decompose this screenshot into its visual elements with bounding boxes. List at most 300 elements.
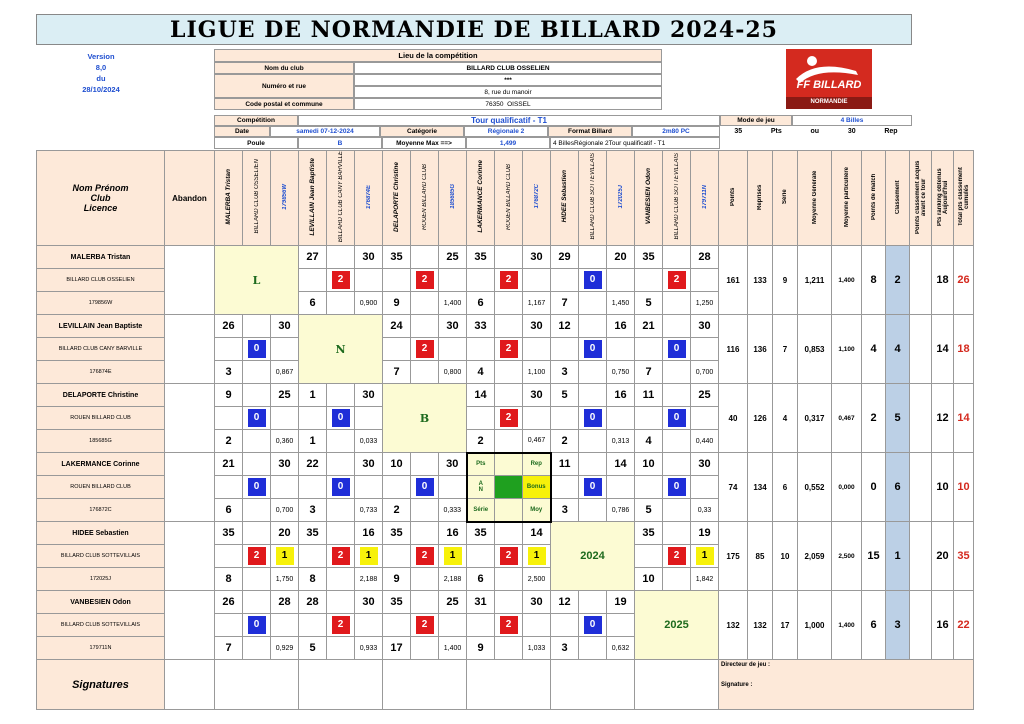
match-blank bbox=[243, 568, 271, 591]
match-bonus-badge: 1 bbox=[276, 547, 294, 565]
match-reprises: 30 bbox=[355, 453, 383, 476]
signature-cell bbox=[635, 660, 719, 710]
match-blank bbox=[495, 568, 523, 591]
stat-header-label: Points de match bbox=[870, 173, 877, 220]
col-player-lic: 179856W bbox=[281, 183, 288, 210]
match-points: 24 bbox=[383, 315, 411, 338]
row-player-lic: 172025J bbox=[37, 568, 165, 591]
pts-value: 35 bbox=[734, 128, 743, 135]
match-points: 21 bbox=[215, 453, 243, 476]
match-blank bbox=[383, 269, 411, 292]
match-moyenne: 0,733 bbox=[355, 499, 383, 522]
match-bonus-cell bbox=[439, 614, 467, 637]
match-blank bbox=[215, 545, 243, 568]
header-stat bbox=[886, 151, 910, 246]
col-player-name: DELAPORTE Christine bbox=[393, 161, 400, 232]
header-col-name bbox=[635, 151, 663, 246]
match-points: 22 bbox=[299, 453, 327, 476]
legend-bonus: Bonus bbox=[523, 476, 551, 499]
match-serie: 3 bbox=[299, 499, 327, 522]
city-name: OISSEL bbox=[507, 100, 531, 108]
match-pts-cell bbox=[495, 338, 523, 361]
match-points: 21 bbox=[635, 315, 663, 338]
version-number: 8,0 bbox=[95, 63, 107, 72]
match-reprises: 30 bbox=[523, 384, 551, 407]
version-label: Version bbox=[87, 52, 115, 61]
stat-ranking: 14 bbox=[932, 315, 954, 384]
col-player-club: ROUEN BILLARD CLUB bbox=[505, 163, 512, 230]
stat-moy-particuliere: 0,467 bbox=[832, 384, 862, 453]
stat-avant bbox=[910, 384, 932, 453]
stat-moy-particuliere: 1,100 bbox=[832, 315, 862, 384]
signature-cell bbox=[299, 660, 383, 710]
match-moyenne: 1,100 bbox=[523, 361, 551, 384]
match-points-badge: 2 bbox=[416, 547, 434, 565]
match-moyenne: 2,500 bbox=[523, 568, 551, 591]
match-points-badge: 2 bbox=[332, 547, 350, 565]
match-points-badge: 2 bbox=[668, 547, 686, 565]
match-moyenne: 1,842 bbox=[691, 568, 719, 591]
match-bonus-badge: 1 bbox=[528, 547, 546, 565]
match-blank bbox=[663, 361, 691, 384]
match-moyenne: 0,929 bbox=[271, 637, 299, 660]
match-points: 35 bbox=[383, 591, 411, 614]
match-pts-cell bbox=[579, 338, 607, 361]
match-blank bbox=[299, 407, 327, 430]
stat-total: 22 bbox=[954, 591, 974, 660]
venue-header: Lieu de la compétition bbox=[214, 49, 662, 62]
stat-total: 14 bbox=[954, 384, 974, 453]
match-blank bbox=[243, 453, 271, 476]
row-player-name: LAKERMANCE Corinne bbox=[37, 453, 165, 476]
header-col-club bbox=[663, 151, 691, 246]
match-points-badge: 2 bbox=[416, 271, 434, 289]
header-stat bbox=[832, 151, 862, 246]
match-blank bbox=[411, 292, 439, 315]
match-moyenne: 0,786 bbox=[607, 499, 635, 522]
match-blank bbox=[551, 476, 579, 499]
match-blank bbox=[579, 384, 607, 407]
match-points: 11 bbox=[635, 384, 663, 407]
match-points-badge: 2 bbox=[332, 616, 350, 634]
col-player-lic: 185685G bbox=[449, 184, 456, 209]
match-blank bbox=[663, 430, 691, 453]
match-blank bbox=[215, 338, 243, 361]
match-points-badge: 0 bbox=[584, 409, 602, 427]
match-pts-cell bbox=[663, 545, 691, 568]
stat-reprises: 136 bbox=[748, 315, 773, 384]
match-blank bbox=[215, 476, 243, 499]
match-pts-cell bbox=[663, 269, 691, 292]
row-player-club: ROUEN BILLARD CLUB bbox=[37, 407, 165, 430]
row-player-lic: 176874E bbox=[37, 361, 165, 384]
header-col-name bbox=[215, 151, 243, 246]
stat-moyenne: 1,000 bbox=[798, 591, 832, 660]
match-blank bbox=[467, 407, 495, 430]
match-blank bbox=[243, 637, 271, 660]
match-blank bbox=[327, 499, 355, 522]
match-serie: 6 bbox=[467, 568, 495, 591]
match-bonus-cell bbox=[691, 545, 719, 568]
stat-moyenne: 0,853 bbox=[798, 315, 832, 384]
stat-points: 40 bbox=[719, 384, 748, 453]
match-blank bbox=[411, 591, 439, 614]
match-points-badge: 0 bbox=[584, 340, 602, 358]
format-label: Format Billard bbox=[548, 126, 632, 137]
col-player-lic: 179711N bbox=[701, 184, 708, 209]
match-serie: 5 bbox=[299, 637, 327, 660]
city-label: Code postal et commune bbox=[214, 98, 354, 110]
match-blank bbox=[663, 315, 691, 338]
match-pts-cell bbox=[327, 476, 355, 499]
stat-moy-particuliere: 1,400 bbox=[832, 591, 862, 660]
match-blank bbox=[495, 361, 523, 384]
row-player-name: MALERBA Tristan bbox=[37, 246, 165, 269]
row-player-club: BILLARD CLUB SOTTEVILLAIS bbox=[37, 545, 165, 568]
match-points-badge: 2 bbox=[668, 271, 686, 289]
legend-serie: Série bbox=[467, 499, 495, 522]
signatures-label: Signatures bbox=[37, 660, 165, 710]
row-player-lic: 179856W bbox=[37, 292, 165, 315]
match-bonus-cell bbox=[355, 407, 383, 430]
match-points: 14 bbox=[467, 384, 495, 407]
match-moyenne: 0,800 bbox=[439, 361, 467, 384]
mode-value: 4 Billes bbox=[792, 115, 912, 126]
match-bonus-cell bbox=[607, 407, 635, 430]
format-value: 2m80 PC bbox=[632, 126, 720, 137]
match-moyenne: 0,900 bbox=[355, 292, 383, 315]
header-col-lic bbox=[691, 151, 719, 246]
header-abandon: Abandon bbox=[165, 151, 215, 246]
stat-points: 175 bbox=[719, 522, 748, 591]
match-pts-cell bbox=[579, 269, 607, 292]
header-col-club bbox=[243, 151, 271, 246]
match-serie: 3 bbox=[551, 361, 579, 384]
stat-header-label: Série bbox=[782, 189, 788, 204]
match-serie: 3 bbox=[551, 637, 579, 660]
legend-pts: Pts bbox=[467, 453, 495, 476]
stat-avant bbox=[910, 591, 932, 660]
header-stat bbox=[719, 151, 748, 246]
header-col-lic bbox=[355, 151, 383, 246]
match-blank bbox=[467, 269, 495, 292]
header-licence: Licence bbox=[83, 203, 118, 214]
row-abandon bbox=[165, 591, 215, 660]
match-bonus-cell bbox=[271, 545, 299, 568]
match-reprises: 30 bbox=[439, 315, 467, 338]
match-blank bbox=[551, 407, 579, 430]
match-blank bbox=[243, 499, 271, 522]
match-blank bbox=[327, 453, 355, 476]
header-col-name bbox=[383, 151, 411, 246]
match-points-badge: 0 bbox=[584, 271, 602, 289]
col-player-club: ROUEN BILLARD CLUB bbox=[421, 163, 428, 230]
match-pts-cell bbox=[327, 545, 355, 568]
match-points-badge: 2 bbox=[416, 616, 434, 634]
stat-avant bbox=[910, 246, 932, 315]
match-serie: 7 bbox=[383, 361, 411, 384]
match-blank bbox=[411, 453, 439, 476]
header-col-lic bbox=[271, 151, 299, 246]
match-pts-cell bbox=[243, 407, 271, 430]
match-bonus-cell bbox=[355, 476, 383, 499]
match-blank bbox=[551, 269, 579, 292]
match-reprises: 16 bbox=[439, 522, 467, 545]
match-blank bbox=[579, 637, 607, 660]
match-points-badge: 0 bbox=[248, 409, 266, 427]
header-stat bbox=[773, 151, 798, 246]
header-col-club bbox=[579, 151, 607, 246]
match-blank bbox=[215, 407, 243, 430]
match-reprises: 25 bbox=[691, 384, 719, 407]
match-blank bbox=[495, 430, 523, 453]
match-pts-cell bbox=[495, 545, 523, 568]
match-bonus-cell bbox=[355, 614, 383, 637]
match-points-badge: 0 bbox=[332, 409, 350, 427]
col-player-name: HIDEE Sebastien bbox=[561, 170, 568, 223]
header-player bbox=[37, 151, 165, 246]
match-blank bbox=[495, 292, 523, 315]
match-blank bbox=[579, 361, 607, 384]
match-bonus-cell bbox=[523, 269, 551, 292]
header-stat bbox=[862, 151, 886, 246]
match-blank bbox=[411, 522, 439, 545]
match-serie: 6 bbox=[299, 292, 327, 315]
match-serie: 7 bbox=[635, 361, 663, 384]
match-points: 35 bbox=[383, 522, 411, 545]
signature-cell bbox=[165, 660, 215, 710]
match-points-badge: 0 bbox=[248, 616, 266, 634]
match-points: 1 bbox=[299, 384, 327, 407]
match-pts-cell bbox=[243, 338, 271, 361]
match-blank bbox=[383, 476, 411, 499]
match-reprises: 30 bbox=[523, 246, 551, 269]
version-du: du bbox=[96, 74, 106, 83]
mode-label: Mode de jeu bbox=[720, 115, 792, 126]
header-col-club bbox=[495, 151, 523, 246]
stat-total: 35 bbox=[954, 522, 974, 591]
match-points: 26 bbox=[215, 591, 243, 614]
stat-header-label: Pts ranking obtenus Aujourd'hui bbox=[936, 167, 949, 226]
match-serie: 9 bbox=[383, 568, 411, 591]
match-bonus-cell bbox=[439, 338, 467, 361]
legend-blank bbox=[495, 453, 523, 476]
match-moyenne: 1,450 bbox=[607, 292, 635, 315]
row-player-club: BILLARD CLUB OSSELIEN bbox=[37, 269, 165, 292]
match-blank bbox=[411, 361, 439, 384]
col-player-club: BILLARD CLUB SOTTEVILLAIS bbox=[589, 153, 596, 240]
match-moyenne: 0,333 bbox=[439, 499, 467, 522]
match-points-badge: 0 bbox=[668, 340, 686, 358]
match-points: 11 bbox=[551, 453, 579, 476]
match-blank bbox=[495, 384, 523, 407]
results-table bbox=[36, 150, 974, 710]
match-pts-cell bbox=[411, 614, 439, 637]
match-serie: 2 bbox=[467, 430, 495, 453]
match-points: 9 bbox=[215, 384, 243, 407]
match-blank bbox=[635, 545, 663, 568]
legend-an bbox=[467, 476, 495, 499]
match-moyenne: 0,467 bbox=[523, 430, 551, 453]
match-blank bbox=[663, 568, 691, 591]
match-blank bbox=[411, 637, 439, 660]
match-blank bbox=[579, 430, 607, 453]
stat-header-label: Classement bbox=[894, 179, 901, 214]
ou-label: ou bbox=[810, 128, 820, 135]
header-club: Club bbox=[90, 193, 111, 204]
stat-classement: 3 bbox=[886, 591, 910, 660]
match-serie: 7 bbox=[215, 637, 243, 660]
match-points-badge: 2 bbox=[416, 340, 434, 358]
match-serie: 5 bbox=[635, 292, 663, 315]
match-blank bbox=[467, 614, 495, 637]
stat-points-match: 0 bbox=[862, 453, 886, 522]
match-blank bbox=[243, 361, 271, 384]
match-reprises: 16 bbox=[607, 384, 635, 407]
match-blank bbox=[411, 568, 439, 591]
match-points-badge: 0 bbox=[248, 478, 266, 496]
header-nom: Nom Prénom bbox=[72, 183, 129, 194]
match-points: 27 bbox=[299, 246, 327, 269]
match-moyenne: 1,250 bbox=[691, 292, 719, 315]
match-bonus-cell bbox=[355, 545, 383, 568]
col-player-lic: 176874E bbox=[365, 184, 372, 209]
version-block bbox=[36, 46, 166, 136]
header-stat bbox=[910, 151, 932, 246]
match-pts-cell bbox=[663, 476, 691, 499]
row-abandon bbox=[165, 384, 215, 453]
match-pts-cell bbox=[327, 269, 355, 292]
category-value: Régionale 2 bbox=[464, 126, 548, 137]
match-reprises: 30 bbox=[355, 591, 383, 614]
row-player-lic: 176872C bbox=[37, 499, 165, 522]
match-moyenne: 1,400 bbox=[439, 292, 467, 315]
match-reprises: 14 bbox=[607, 453, 635, 476]
match-points-badge: 0 bbox=[332, 478, 350, 496]
row-player-name: LEVILLAIN Jean Baptiste bbox=[37, 315, 165, 338]
match-pts-cell bbox=[327, 614, 355, 637]
match-points: 5 bbox=[551, 384, 579, 407]
match-reprises: 30 bbox=[523, 591, 551, 614]
match-points-badge: 0 bbox=[416, 478, 434, 496]
stat-avant bbox=[910, 453, 932, 522]
match-serie: 4 bbox=[467, 361, 495, 384]
match-blank bbox=[327, 292, 355, 315]
match-bonus-cell bbox=[439, 476, 467, 499]
match-points: 35 bbox=[635, 522, 663, 545]
city-value bbox=[354, 98, 662, 110]
match-serie: 7 bbox=[551, 292, 579, 315]
logo-text: FF BILLARD bbox=[796, 79, 862, 91]
stat-moy-particuliere: 1,400 bbox=[832, 246, 862, 315]
match-pts-cell bbox=[243, 614, 271, 637]
match-serie: 17 bbox=[383, 637, 411, 660]
match-pts-cell bbox=[495, 269, 523, 292]
col-player-name: LAKERMANCE Corinne bbox=[477, 160, 484, 233]
moymax-label: Moyenne Max ==> bbox=[382, 137, 466, 149]
match-moyenne: 1,750 bbox=[271, 568, 299, 591]
stat-points: 116 bbox=[719, 315, 748, 384]
match-points: 12 bbox=[551, 315, 579, 338]
stat-moyenne: 0,317 bbox=[798, 384, 832, 453]
match-blank bbox=[551, 614, 579, 637]
stat-avant bbox=[910, 522, 932, 591]
row-player-name: DELAPORTE Christine bbox=[37, 384, 165, 407]
signature-cell bbox=[467, 660, 551, 710]
date-label: Date bbox=[214, 126, 270, 137]
stat-classement: 5 bbox=[886, 384, 910, 453]
match-points-badge: 2 bbox=[248, 547, 266, 565]
stat-header-label: Points bbox=[730, 187, 736, 206]
header-col-lic bbox=[523, 151, 551, 246]
match-bonus-cell bbox=[439, 269, 467, 292]
match-points: 35 bbox=[635, 246, 663, 269]
legend-blank bbox=[495, 499, 523, 522]
match-blank bbox=[411, 246, 439, 269]
match-serie: 4 bbox=[635, 430, 663, 453]
match-points-badge: 2 bbox=[500, 547, 518, 565]
comp-value: Tour qualificatif - T1 bbox=[298, 115, 720, 126]
match-bonus-cell bbox=[691, 338, 719, 361]
match-reprises: 30 bbox=[523, 315, 551, 338]
match-points: 28 bbox=[299, 591, 327, 614]
match-blank bbox=[327, 384, 355, 407]
match-reprises: 28 bbox=[691, 246, 719, 269]
match-points: 29 bbox=[551, 246, 579, 269]
poule-value: B bbox=[298, 137, 382, 149]
match-pts-cell bbox=[579, 407, 607, 430]
header-col-club bbox=[411, 151, 439, 246]
match-moyenne: 0,750 bbox=[607, 361, 635, 384]
col-player-lic: 172025J bbox=[617, 184, 624, 209]
logo-sub: NORMANDIE bbox=[810, 99, 848, 105]
row-player-lic: 185685G bbox=[37, 430, 165, 453]
match-bonus-cell bbox=[439, 545, 467, 568]
stat-reprises: 126 bbox=[748, 384, 773, 453]
stat-points-match: 4 bbox=[862, 315, 886, 384]
match-blank bbox=[663, 453, 691, 476]
match-blank bbox=[327, 637, 355, 660]
stat-points: 161 bbox=[719, 246, 748, 315]
stat-classement: 4 bbox=[886, 315, 910, 384]
stat-reprises: 134 bbox=[748, 453, 773, 522]
match-blank bbox=[383, 338, 411, 361]
comp-label: Compétition bbox=[214, 115, 298, 126]
stat-serie: 7 bbox=[773, 315, 798, 384]
match-pts-cell bbox=[663, 407, 691, 430]
diag-label: 2025 bbox=[635, 591, 719, 660]
row-player-name: HIDEE Sebastien bbox=[37, 522, 165, 545]
match-reprises: 30 bbox=[439, 453, 467, 476]
match-pts-cell bbox=[411, 269, 439, 292]
match-moyenne: 2,188 bbox=[439, 568, 467, 591]
legend-n: N bbox=[478, 487, 483, 494]
col-player-name: MALERBA Tristan bbox=[225, 168, 232, 225]
match-blank bbox=[299, 545, 327, 568]
match-blank bbox=[495, 246, 523, 269]
match-serie: 8 bbox=[215, 568, 243, 591]
match-reprises: 30 bbox=[691, 453, 719, 476]
diag-label: 2024 bbox=[551, 522, 635, 591]
match-serie: 5 bbox=[635, 499, 663, 522]
match-points-badge: 0 bbox=[668, 478, 686, 496]
ffbillard-logo bbox=[786, 49, 872, 109]
match-blank bbox=[383, 614, 411, 637]
match-serie: 2 bbox=[215, 430, 243, 453]
stat-ranking: 20 bbox=[932, 522, 954, 591]
match-bonus-cell bbox=[523, 407, 551, 430]
row-abandon bbox=[165, 522, 215, 591]
